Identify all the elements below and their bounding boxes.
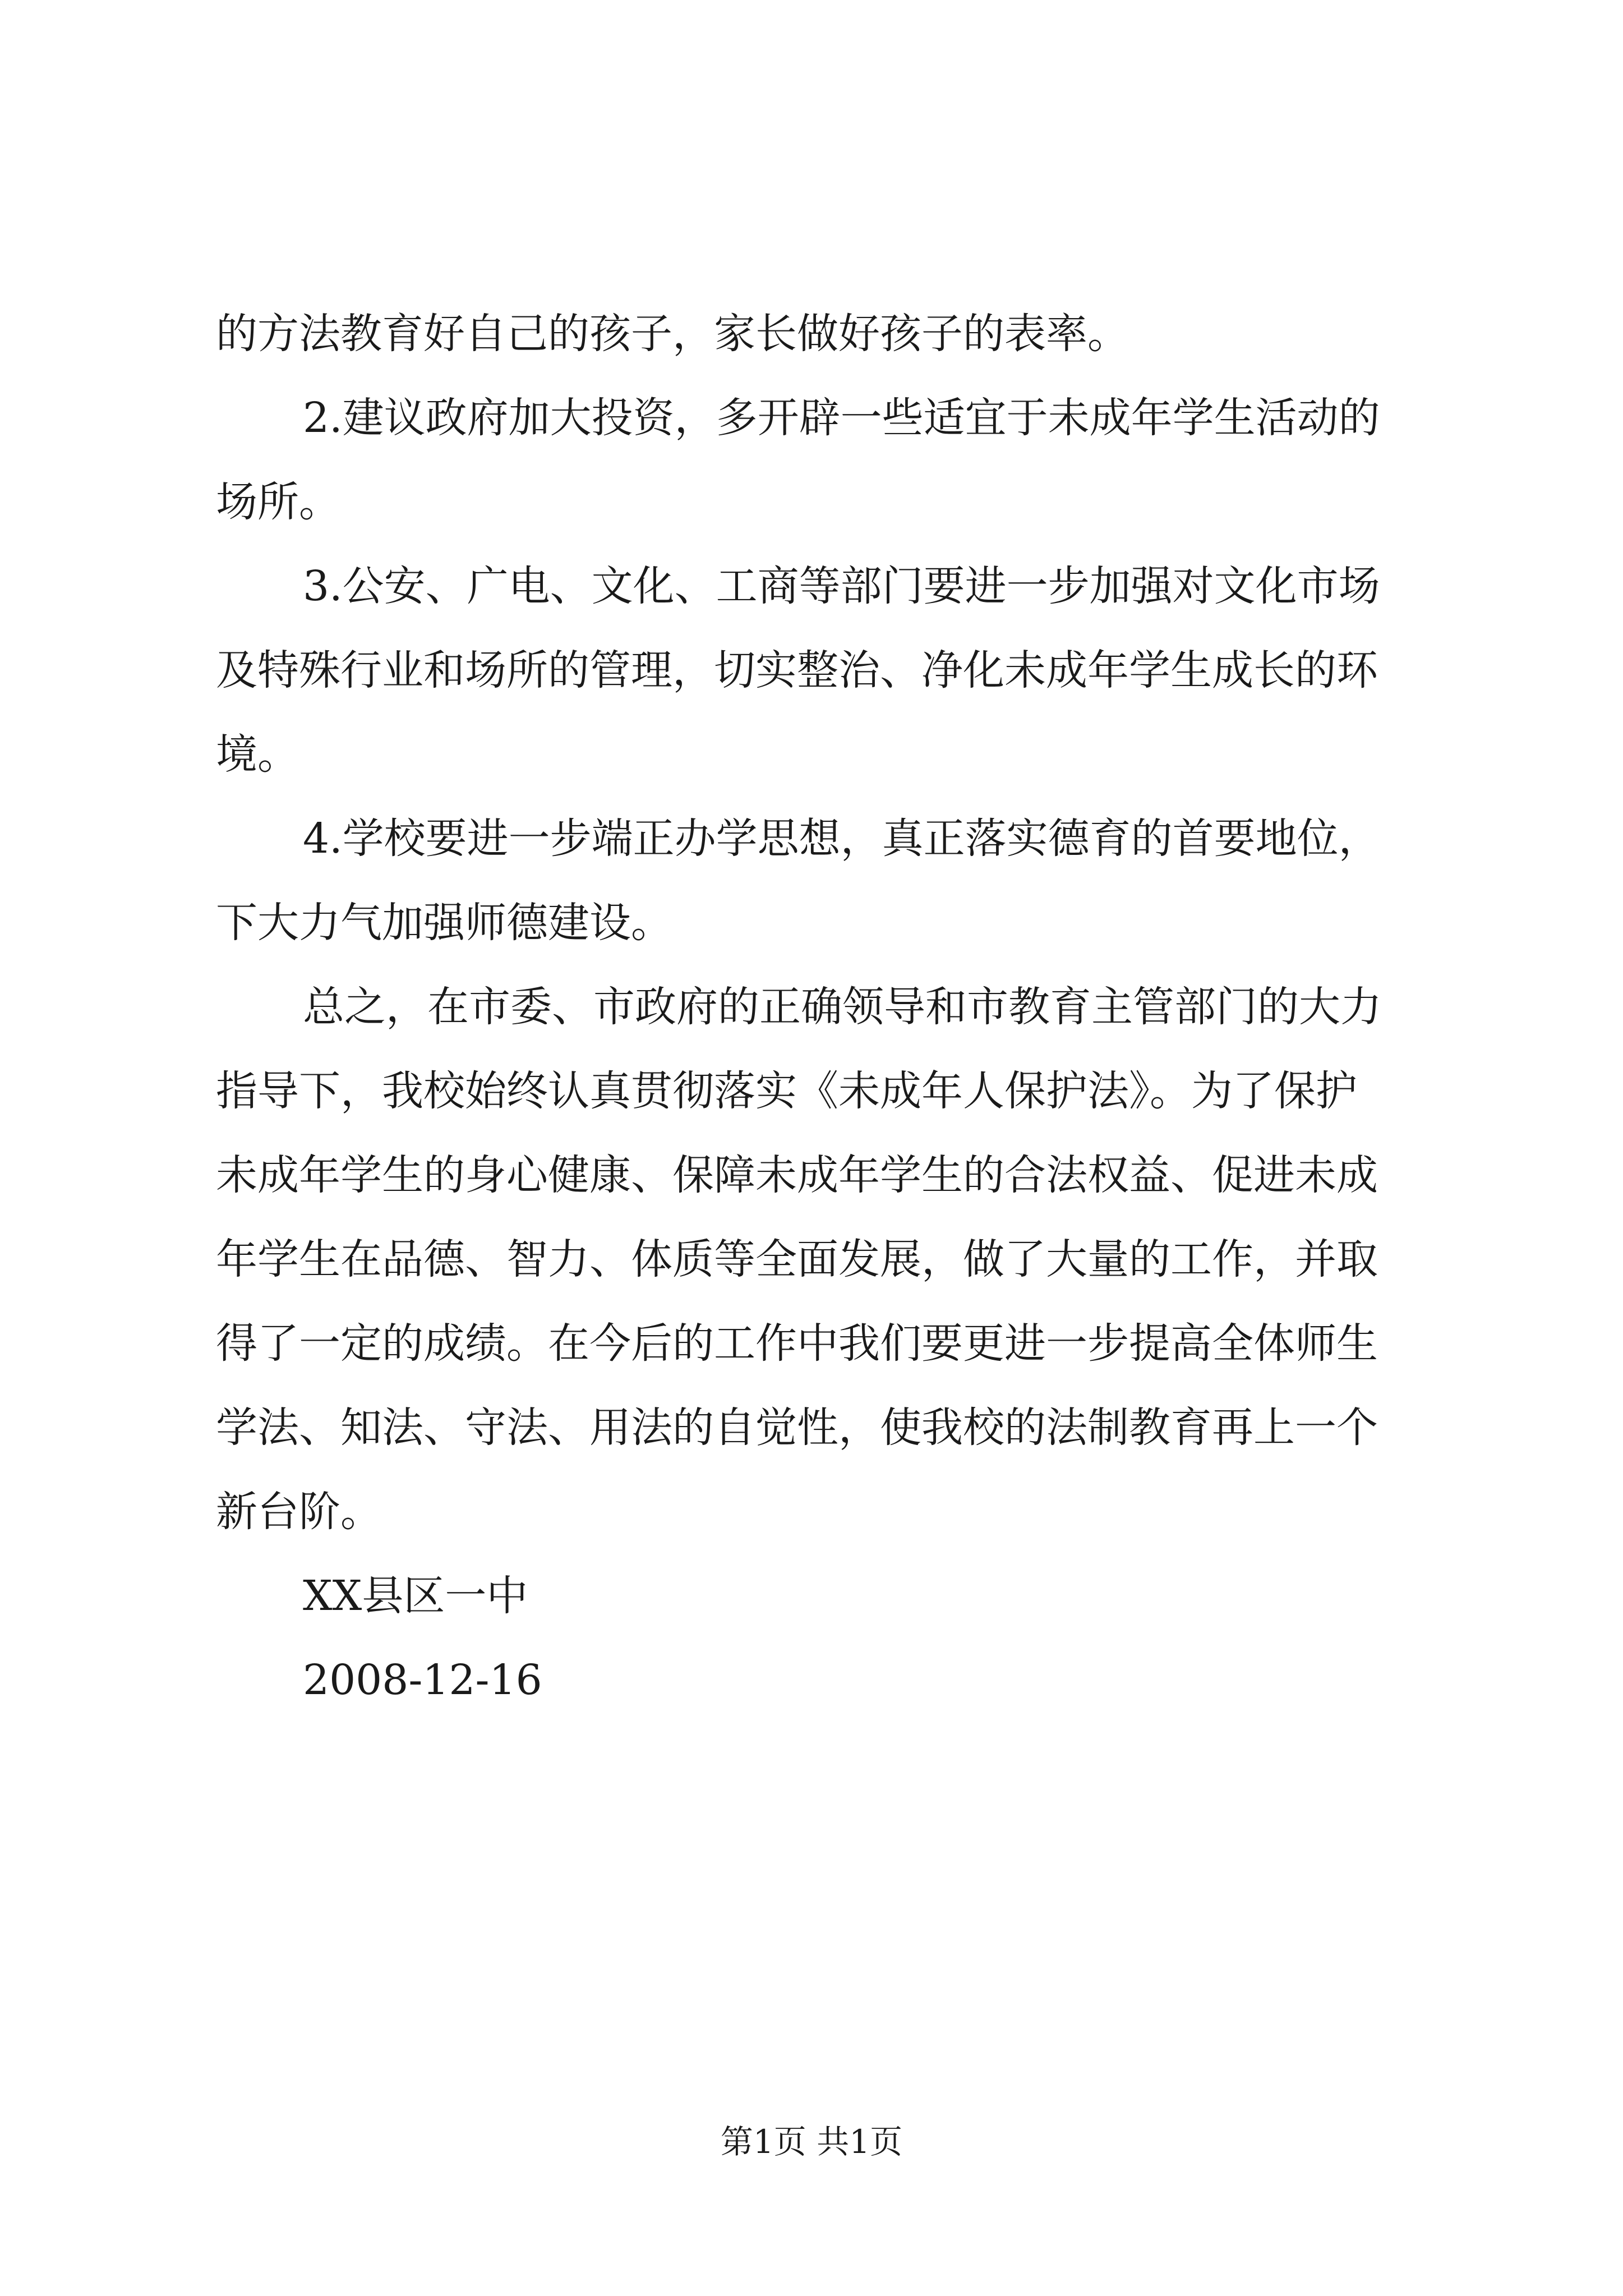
paragraph-line: 下大力气加强师德建设。	[216, 899, 672, 947]
signature-date: 2008-12-16	[303, 1656, 542, 1704]
paragraph-line: 未成年学生的身心健康、保障未成年学生的合法权益、促进未成	[216, 1151, 1378, 1199]
paragraph-line: 4.学校要进一步端正办学思想，真正落实德育的首要地位，	[303, 815, 1380, 863]
paragraph-line: 总之，在市委、市政府的正确领导和市教育主管部门的大力	[303, 983, 1382, 1031]
paragraph-line: 境。	[216, 730, 299, 779]
paragraph-line: 指导下，我校始终认真贯彻落实《未成年人保护法》。为了保护	[216, 1067, 1357, 1115]
page-footer: 第1页 共1页	[720, 2123, 903, 2161]
paragraph-line: 场所。	[216, 478, 340, 526]
signature-organization: XX县区一中	[303, 1572, 528, 1620]
paragraph-line: 及特殊行业和场所的管理，切实整治、净化未成年学生成长的环	[216, 646, 1378, 694]
paragraph-line: 2.建议政府加大投资，多开辟一些适宜于未成年学生活动的	[303, 394, 1380, 442]
paragraph-line: 学法、知法、守法、用法的自觉性，使我校的法制教育再上一个	[216, 1404, 1378, 1452]
paragraph-line: 3.公安、广电、文化、工商等部门要进一步加强对文化市场	[303, 562, 1380, 610]
paragraph-line: 得了一定的成绩。在今后的工作中我们要更进一步提高全体师生	[216, 1319, 1378, 1368]
paragraph-line: 的方法教育好自己的孩子，家长做好孩子的表率。	[216, 310, 1129, 358]
paragraph-line: 年学生在品德、智力、体质等全面发展，做了大量的工作，并取	[216, 1235, 1378, 1283]
paragraph-line: 新台阶。	[216, 1488, 382, 1536]
